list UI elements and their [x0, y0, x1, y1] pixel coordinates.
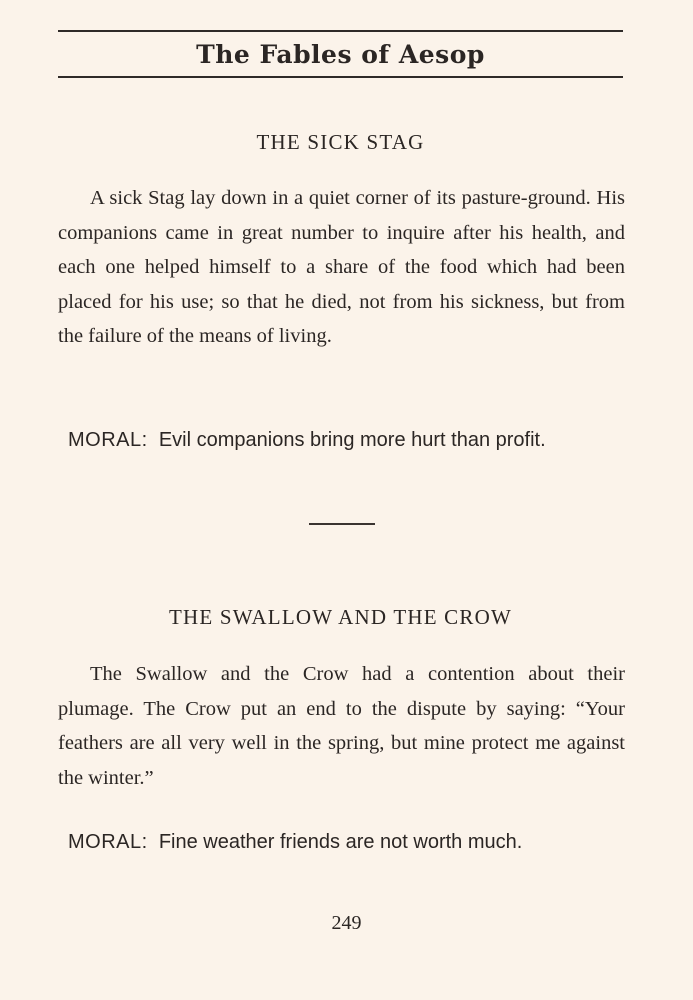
- moral-label: MORAL:: [68, 429, 148, 451]
- moral-text: Fine weather friends are not worth much.: [158, 831, 523, 853]
- page-number: 249: [331, 912, 362, 934]
- running-title: The Fables of Aesop: [196, 40, 485, 69]
- moral-text: Evil companions bring more hurt than profit.: [158, 429, 546, 451]
- moral-swallow-crow: [68, 831, 628, 854]
- header-top-rule: [58, 30, 623, 32]
- section-divider: [309, 523, 375, 525]
- fable-title-swallow-crow: THE SWALLOW AND THE CROW: [168, 605, 512, 629]
- moral-label: MORAL:: [68, 831, 148, 853]
- moral-sick-stag: [68, 429, 628, 452]
- fable-title-sick-stag: THE SICK STAG: [256, 130, 425, 154]
- header-bottom-rule: [58, 76, 623, 78]
- fable-text-sick-stag: A sick Stag lay down in a quiet corner of its pasture-ground. His companions came in great number to inquire after his health, and each one helped himself to a share of the food which had been placed for his use; so that he died, not from his sickness, but from the failure of the means of living.: [58, 187, 625, 348]
- fable-text-swallow-crow: The Swallow and the Crow had a contention about their plumage. The Crow put an end to the dispute by saying: “Your feathers are all very well in the spring, but mine protect me against the winter.”: [58, 663, 625, 789]
